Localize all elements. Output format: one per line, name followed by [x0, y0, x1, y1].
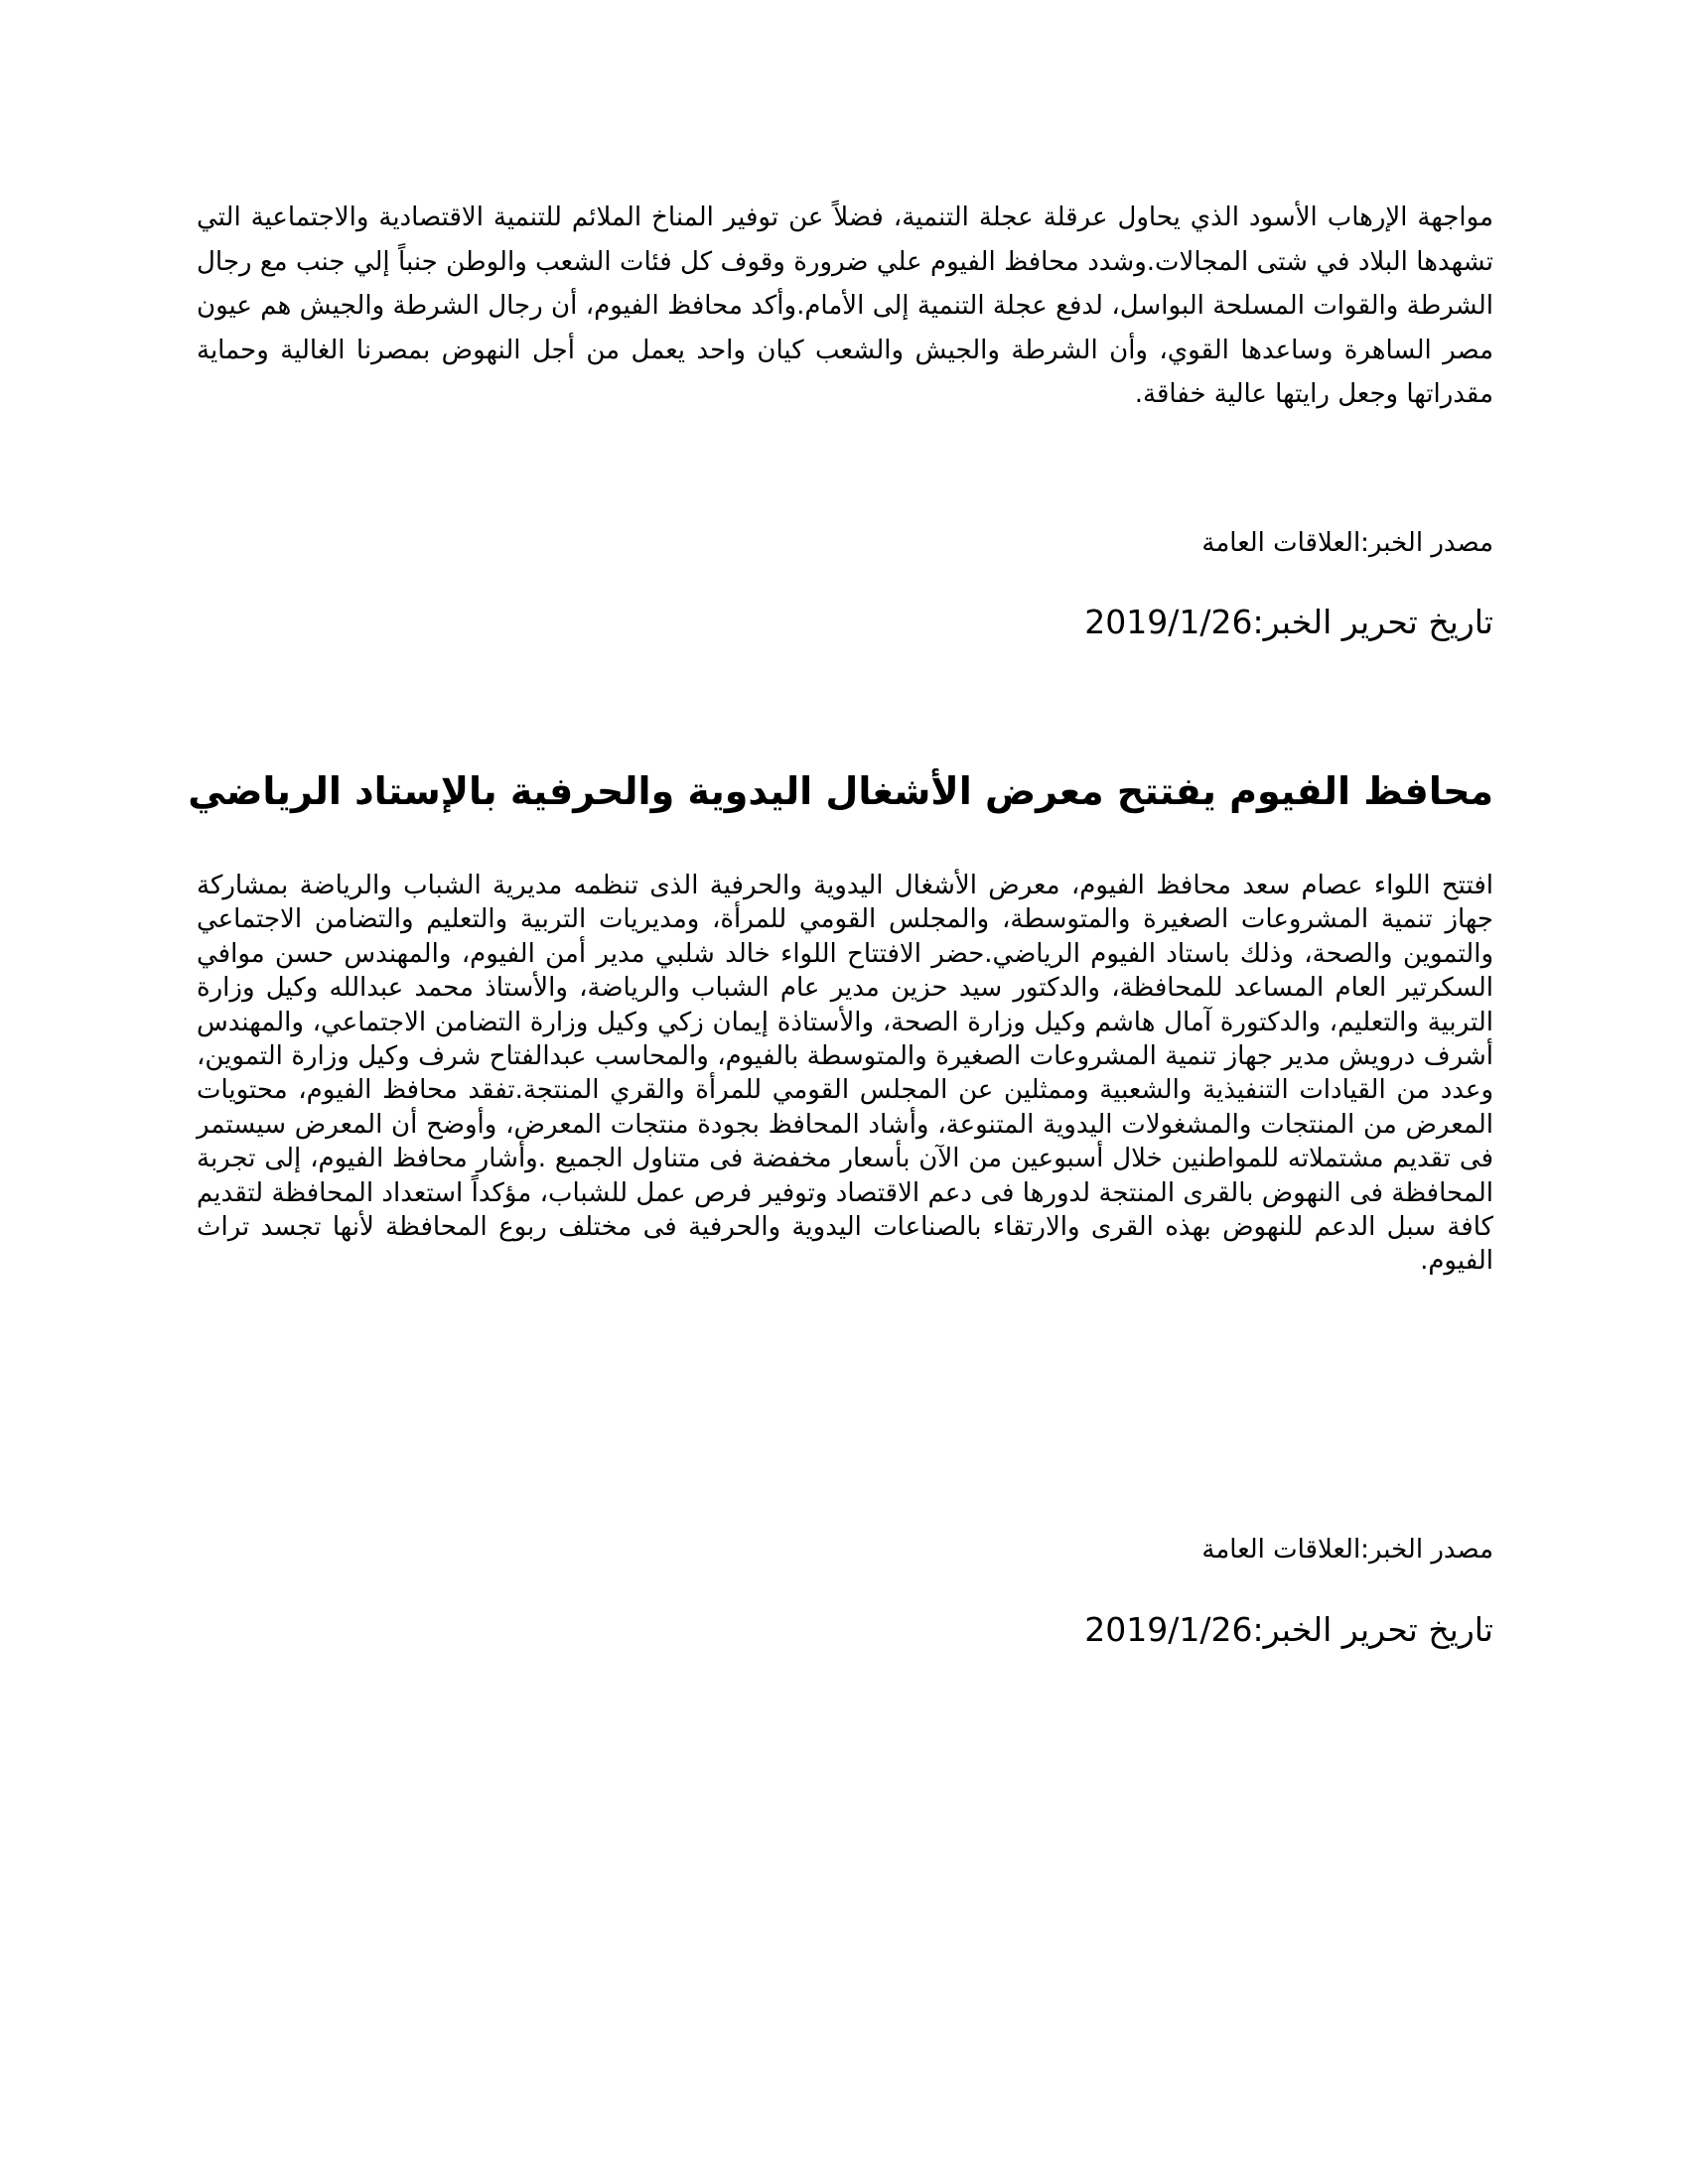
- article-2-source: مصدر الخبر:العلاقات العامة: [1201, 1535, 1493, 1565]
- article-2-date: تاريخ تحرير الخبر:2019/1/26: [1084, 1610, 1493, 1649]
- article-1-source: مصدر الخبر:العلاقات العامة: [1201, 528, 1493, 558]
- article-1-body: مواجهة الإرهاب الأسود الذي يحاول عرقلة عجلة التنمية، فضلاً عن توفير المناخ الملائم للتنمية الاقتصادية والاجتماعية التي تشهدها البلاد في شتى المجالات.وشدد محافظ الفيوم علي ضرورة وقوف كل فئات الشعب والوطن جنباً إلي جنب مع رجال الشرطة والقوات المسلحة البواسل، لدفع عجلة التنمية إلى الأمام.وأكد محافظ الفيوم، أن رجال الشرطة والجيش هم عيون مصر الساهرة وساعدها القوي، وأن الشرطة والجيش والشعب كيان واحد يعمل من أجل النهوض بمصرنا الغالية وحماية مقدراتها وجعل رايتها عالية خفاقة.: [197, 203, 1493, 409]
- article-2-body: افتتح اللواء عصام سعد محافظ الفيوم، معرض الأشغال اليدوية والحرفية الذى تنظمه مديرية الشباب والرياضة بمشاركة جهاز تنمية المشروعات الصغيرة والمتوسطة، والمجلس القومي للمرأة، ومديريات التربية والتعليم والتضامن الاجتماعي والتموين والصحة، وذلك باستاد الفيوم الرياضي.حضر الافتتاح اللواء خالد شلبي مدير أمن الفيوم، والمهندس حسن موافي السكرتير العام المساعد للمحافظة، والدكتور سيد حزين مدير عام الشباب والرياضة، والأستاذ محمد عبدالله وكيل وزارة التربية والتعليم، والدكتورة آمال هاشم وكيل وزارة الصحة، والأستاذة إيمان زكي وكيل وزارة التضامن الاجتماعي، والمهندس أشرف درويش مدير جهاز تنمية المشروعات الصغيرة والمتوسطة بالفيوم، والمحاسب عبدالفتاح شرف وكيل وزارة التموين، وعدد من القيادات التنفيذية والشعبية وممثلين عن المجلس القومي للمرأة والقري المنتجة.تفقد محافظ الفيوم، محتويات المعرض من المنتجات والمشغولات اليدوية المتنوعة، وأشاد المحافظ بجودة منتجات المعرض، وأوضح أن المعرض سيستمر فى تقديم مشتملاته للمواطنين خلال أسبوعين من الآن بأسعار مخفضة فى متناول الجميع .وأشار محافظ الفيوم، إلى تجربة المحافظة فى النهوض بالقرى المنتجة لدورها فى دعم الاقتصاد وتوفير فرص عمل للشباب، مؤكداً استعداد المحافظة لتقديم كافة سبل الدعم للنهوض بهذه القرى والارتقاء بالصناعات اليدوية والحرفية فى مختلف ربوع المحافظة لأنها تجسد تراث الفيوم.: [197, 871, 1493, 1277]
- article-2-title: محافظ الفيوم يفتتح معرض الأشغال اليدوية والحرفية بالإستاد الرياضي: [188, 769, 1493, 813]
- article-1-date: تاريخ تحرير الخبر:2019/1/26: [1084, 603, 1493, 641]
